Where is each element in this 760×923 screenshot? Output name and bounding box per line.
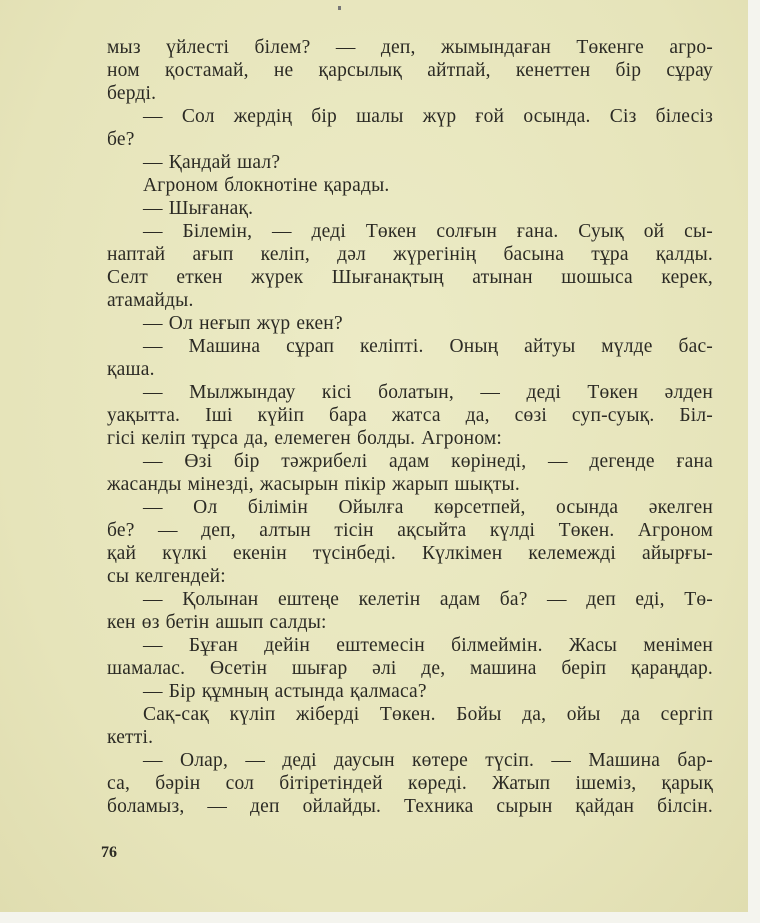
text-line: бе? <box>107 129 135 150</box>
text-line: атамайды. <box>107 290 194 311</box>
text-line: — Шығанақ. <box>143 198 254 219</box>
text-line: Агроном блокнотіне қарады. <box>143 175 390 196</box>
page-number: 76 <box>101 844 117 861</box>
text-line: — Қандай шал? <box>143 152 281 173</box>
text-line: шамалас. Өсетін шығар әлі де, машина беріп қараңдар. <box>107 658 713 679</box>
text-line: кетті. <box>107 727 154 748</box>
text-line: — Қолынан ештеңе келетін адам ба? — деп еді, Тө- <box>143 589 713 610</box>
text-line: Селт еткен жүрек Шығанақтың атынан шошыса керек, <box>107 267 713 288</box>
text-line: боламыз, — деп ойлайды. Техника сырын қайдан білсін. <box>107 796 713 817</box>
text-line: мыз үйлесті білем? — деп, жымындаған Төкенге агро- <box>107 37 713 58</box>
text-line: — Бір құмның астында қалмаса? <box>143 681 427 702</box>
text-line: Сақ-сақ күліп жіберді Төкен. Бойы да, ойы да сергіп <box>143 704 713 725</box>
text-line: уақытта. Іші күйіп бара жатса да, сөзі суп-суық. Біл- <box>107 405 713 426</box>
text-line: бе? — деп, алтын тісін ақсыйта күлді Төкен. Агроном <box>107 520 713 541</box>
text-line: — Өзі бір тәжрибелі адам көрінеді, — дегенде ғана <box>143 451 713 472</box>
text-line: — Ол неғып жүр екен? <box>143 313 343 334</box>
text-line: қай күлкі екенін түсінбеді. Күлкімен келемежді айырғы- <box>107 543 713 564</box>
text-line: — Бұған дейін ештемесін білмеймін. Жасы менімен <box>143 635 713 656</box>
text-line: — Сол жердің бір шалы жүр ғой осында. Сіз білесіз <box>143 106 713 127</box>
text-line: ном қостамай, не қарсылық айтпай, кенеттен бір сұрау <box>107 60 713 81</box>
text-line: қаша. <box>107 359 155 380</box>
text-line: сы келгендей: <box>107 566 226 587</box>
text-line: са, бәрін сол бітіретіндей көреді. Жатып ішеміз, қарық <box>107 773 713 794</box>
text-line: гісі келіп тұрса да, елемеген болды. Агроном: <box>107 428 503 449</box>
text-line: — Білемін, — деді Төкен солғын ғана. Суық ой сы- <box>143 221 713 242</box>
text-line: жасанды мінезді, жасырын пікір жарып шықты. <box>107 474 520 495</box>
text-line: берді. <box>107 83 157 104</box>
page-body-text <box>107 36 713 818</box>
text-line: кен өз бетін ашып салды: <box>107 612 327 633</box>
text-line: — Мылжындау кісі болатын, — деді Төкен әлден <box>143 382 713 403</box>
text-line: — Ол білімін Ойылға көрсетпей, осында әкелген <box>143 497 713 518</box>
text-line: наптай ағып келіп, дәл жүрегінің басына тұра қалды. <box>107 244 713 265</box>
text-line: — Олар, — деді даусын көтере түсіп. — Машина бар- <box>143 750 713 771</box>
text-line: — Машина сұрап келіпті. Оның айтуы мүлде бас- <box>143 336 713 357</box>
scan-mark <box>338 6 341 10</box>
